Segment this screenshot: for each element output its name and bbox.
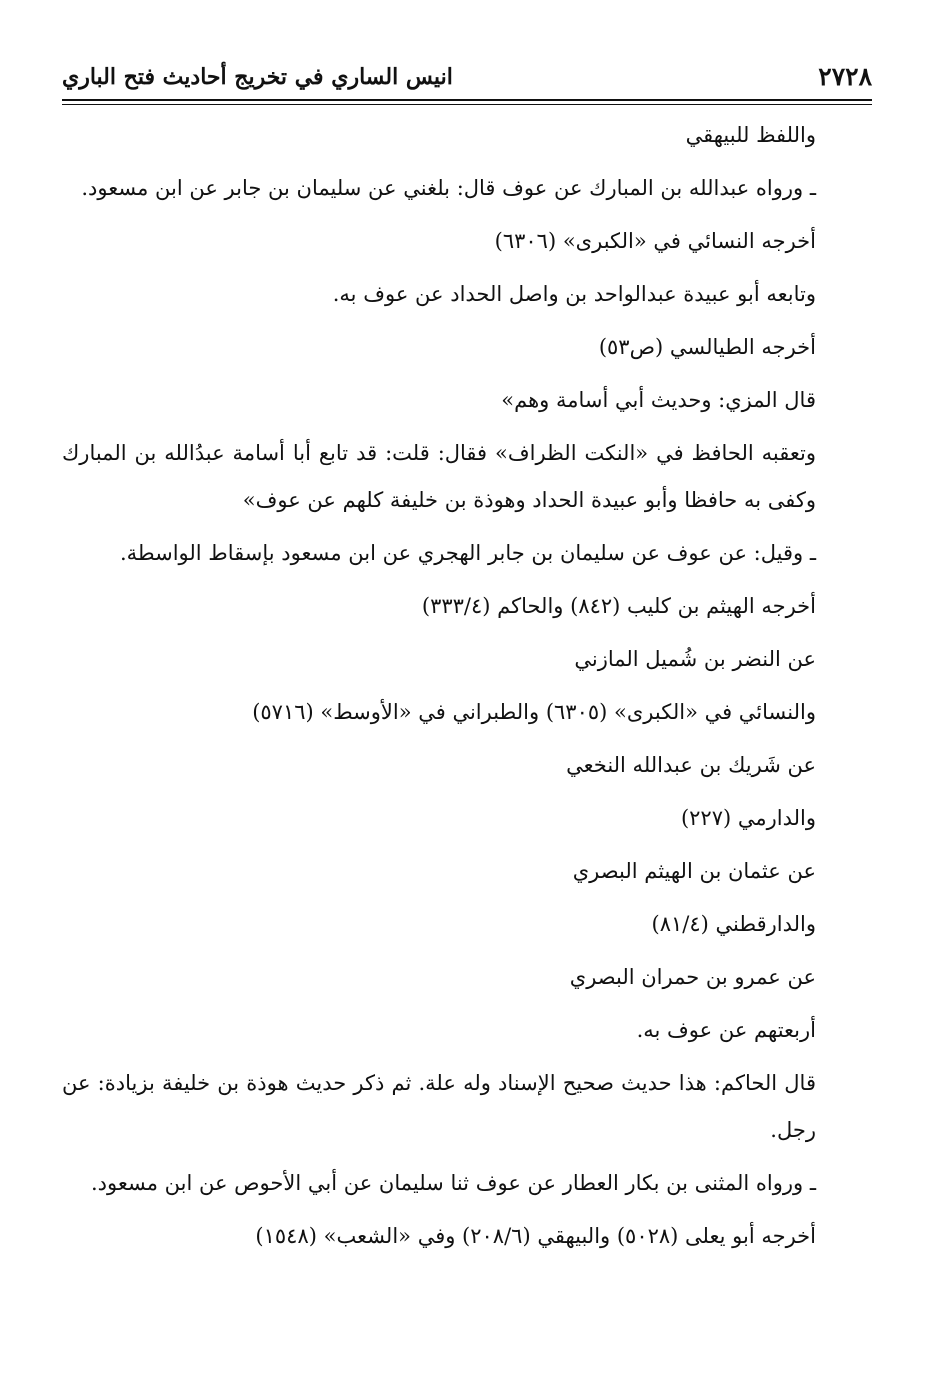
paragraph: ـ ورواه عبدالله بن المبارك عن عوف قال: بلغني عن سليمان بن جابر عن ابن مسعود. (81, 176, 816, 200)
page-body (62, 112, 872, 1260)
paragraph: ـ ورواه المثنى بن بكار العطار عن عوف ثنا سليمان عن أبي الأحوص عن ابن مسعود. (90, 1171, 816, 1195)
paragraph: والنسائي في «الكبرى» (٦٣٠٥) والطبراني في «الأوسط» (٥٧١٦) (252, 700, 816, 724)
book-title: انيس الساري في تخريج أحاديث فتح الباري (62, 64, 453, 90)
paragraph: قال المزي: وحديث أبي أسامة وهم» (501, 388, 816, 412)
paragraph: أربعتهم عن عوف به. (636, 1018, 816, 1042)
paragraph: والدارمي (٢٢٧) (680, 806, 816, 830)
paragraph: وتعقبه الحافظ في «النكت الظراف» فقال: قلت: قد تابع أبا أسامة عبدُالله بن المبارك وكفى به حافظا وأبو عبيدة الحداد وهوذة بن خليفة كلهم عن عوف» (62, 441, 816, 512)
paragraph: أخرجه النسائي في «الكبرى» (٦٣٠٦) (494, 229, 816, 253)
paragraph: واللفظ للبيهقي (685, 123, 816, 147)
paragraph: والدارقطني (٨١/٤) (651, 912, 816, 936)
paragraph: عن شَريك بن عبدالله النخعي (566, 753, 816, 777)
header-rule-thin (62, 104, 872, 105)
paragraph: عن عمرو بن حمران البصري (569, 965, 816, 989)
paragraph: ـ وقيل: عن عوف عن سليمان بن جابر الهجري عن ابن مسعود بإسقاط الواسطة. (119, 541, 816, 565)
paragraph: قال الحاكم: هذا حديث صحيح الإسناد وله علة. ثم ذكر حديث هوذة بن خليفة بزيادة: عن رجل. (62, 1071, 816, 1142)
paragraph: أخرجه الطيالسي (ص٥٣) (598, 335, 816, 359)
paragraph: أخرجه أبو يعلى (٥٠٢٨) والبيهقي (٢٠٨/٦) وفي «الشعب» (١٥٤٨) (255, 1224, 816, 1248)
page-number: ٢٧٢٨ (818, 62, 872, 91)
paragraph: أخرجه الهيثم بن كليب (٨٤٢) والحاكم (٣٣٣/٤) (421, 594, 816, 618)
paragraph: عن النضر بن شُميل المازني (574, 647, 816, 671)
header-rule-thick (62, 99, 872, 101)
paragraph: وتابعه أبو عبيدة عبدالواحد بن واصل الحداد عن عوف به. (332, 282, 816, 306)
paragraph: عن عثمان بن الهيثم البصري (572, 859, 816, 883)
running-header (62, 58, 872, 98)
